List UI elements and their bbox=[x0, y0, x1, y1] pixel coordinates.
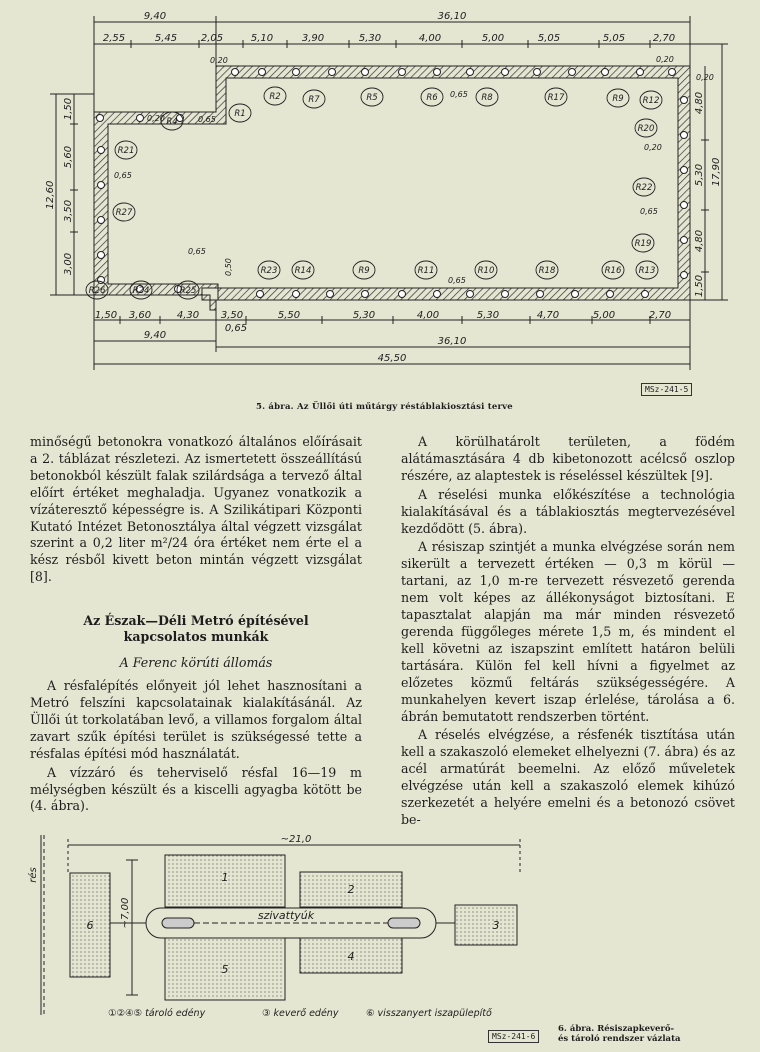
panel-label: R13 bbox=[638, 266, 656, 276]
figure-5-drawing bbox=[0, 0, 760, 395]
left-paragraph-3: A vízzáró és teherviselő résfal 16—19 m mélységben készült és a kiscelli agyagba kötött be (4. ábra). bbox=[30, 764, 362, 814]
dim-bottom: 5,00 bbox=[592, 310, 616, 321]
panel-label: R19 bbox=[634, 239, 652, 249]
tank-number: 1 bbox=[221, 871, 229, 884]
dim-left: 3,00 bbox=[63, 252, 74, 276]
figure-6-caption-line-2: és tároló rendszer vázlata bbox=[558, 1034, 681, 1044]
dim-bottom-left: 9,40 bbox=[143, 330, 167, 341]
panel-circles bbox=[97, 69, 688, 298]
tank-number: 6 bbox=[86, 919, 94, 932]
inner-note: 0,65 bbox=[448, 276, 466, 285]
figure-5-caption: 5. ábra. Az Üllői úti műtárgy réstáblakiosztási terve bbox=[256, 402, 513, 412]
dim-right: 4,80 bbox=[694, 91, 705, 115]
panel-label: R9 bbox=[358, 266, 370, 276]
panel-label: R26 bbox=[88, 286, 106, 296]
section-heading: Az Észak—Déli Metró építésével kapcsolatos munkák bbox=[83, 613, 309, 645]
panel-label: R27 bbox=[115, 208, 133, 218]
dim-top: 5,05 bbox=[602, 33, 626, 44]
dim-top: 2,55 bbox=[102, 33, 126, 44]
panel-label: R9 bbox=[612, 94, 624, 104]
panel-label: R24 bbox=[132, 286, 150, 296]
panel-label: R10 bbox=[477, 266, 495, 276]
inner-note: 0,20 bbox=[696, 73, 714, 82]
legend-settler: ⑥ visszanyert iszapülepítő bbox=[366, 1008, 492, 1019]
panel-label: R25 bbox=[179, 286, 197, 296]
inner-note: 0,65 bbox=[640, 207, 658, 216]
inner-note: 0,65 bbox=[198, 115, 216, 124]
inner-note: 0,20 bbox=[656, 55, 674, 64]
dim-bottom: 2,70 bbox=[648, 310, 672, 321]
panel-label: R21 bbox=[117, 146, 135, 156]
dim-length: ~21,0 bbox=[280, 834, 312, 845]
figure-5-tag: MSz-241-5 bbox=[641, 383, 692, 396]
pump-label: szivattyúk bbox=[257, 909, 315, 922]
panel-label: R17 bbox=[547, 93, 565, 103]
wall-outline bbox=[94, 66, 690, 310]
panel-label: R23 bbox=[260, 266, 278, 276]
panel-label: R14 bbox=[294, 266, 312, 276]
dim-top: 2,70 bbox=[652, 33, 676, 44]
dim-bottom: 4,00 bbox=[416, 310, 440, 321]
section-subheading: A Ferenc körúti állomás bbox=[119, 655, 273, 671]
dim-height: ~7,00 bbox=[120, 897, 131, 929]
dim-top-total: 36,10 bbox=[437, 11, 467, 22]
dim-bottom-065: 0,65 bbox=[224, 323, 248, 334]
dim-top: 5,05 bbox=[537, 33, 561, 44]
dim-top: 5,45 bbox=[154, 33, 178, 44]
dim-bottom: 4,70 bbox=[536, 310, 560, 321]
panel-label: R20 bbox=[637, 124, 655, 134]
dim-right: 5,30 bbox=[694, 163, 705, 187]
panel-label: R8 bbox=[481, 93, 493, 103]
dim-bottom: 3,50 bbox=[220, 310, 244, 321]
inner-note: 0,65 bbox=[188, 247, 206, 256]
dim-right: 4,80 bbox=[694, 229, 705, 253]
dim-top: 3,90 bbox=[301, 33, 325, 44]
dim-left-total: 12,60 bbox=[45, 180, 56, 210]
res-label: rés bbox=[28, 867, 39, 883]
inner-note: 0,50 bbox=[224, 258, 233, 276]
inner-note: 0,20 bbox=[147, 114, 165, 123]
legend-mixer: ③ keverő edény bbox=[262, 1008, 339, 1019]
right-column bbox=[401, 434, 735, 829]
panel-label: R4 bbox=[166, 117, 178, 127]
figure-6-drawing bbox=[0, 815, 760, 1015]
panel-label: R11 bbox=[417, 266, 435, 276]
inner-note: 0,20 bbox=[644, 143, 662, 152]
left-column bbox=[30, 434, 362, 815]
dim-bottom-total: 45,50 bbox=[377, 353, 407, 364]
tank-number: 2 bbox=[347, 883, 355, 896]
dim-top: 5,10 bbox=[250, 33, 274, 44]
dim-bottom: 5,50 bbox=[277, 310, 301, 321]
inner-note: 0,65 bbox=[450, 90, 468, 99]
dim-top: 4,00 bbox=[418, 33, 442, 44]
dim-bottom-mid: 36,10 bbox=[437, 336, 467, 347]
right-paragraph-2: A réselési munka előkészítése a technológia kialakításával és a táblakiosztás megtervezésével kezdődött (5. ábra). bbox=[401, 486, 735, 536]
dim-top: 2,05 bbox=[200, 33, 224, 44]
dim-top: 5,30 bbox=[358, 33, 382, 44]
panel-label: R22 bbox=[635, 183, 653, 193]
dim-left: 1,50 bbox=[63, 97, 74, 121]
right-paragraph-1: A körülhatárolt területen, a födém alátámasztására 4 db kibetonozott acélcső oszlop részére, az alaptestek is réseléssel készültek [9]. bbox=[401, 434, 735, 483]
dim-bottom: 3,60 bbox=[128, 310, 152, 321]
left-paragraph-1: minőségű betonokra vonatkozó általános előírásait a 2. táblázat részletezi. Az ismertetett összeállítású betonokból készült falak szilárdsága a tervező által előírt értéket meghaladja. Ugyanez vonatkozik a vízáteresztő képességre is. A Szilikátipari Központi Kutató Intézet Betonosztálya által végzett vizsgálat szerint a 0,2 liter m²/24 óra értéket nem érte el a kész résből kivett beton mintán végzett vizsgálat [8]. bbox=[30, 434, 362, 585]
panel-label: R12 bbox=[642, 96, 660, 106]
right-paragraph-4: A réselés elvégzése, a résfenék tisztítása után kell a szakaszoló elemeket elhelyezni (7. ábra) és az acél armatúrát beemelni. Az előző műveletek elvégzése után kell a szakaszoló elemek kihúzó szerkezetét a helyére emelni és a betonozó csövet be- bbox=[401, 727, 735, 827]
dim-top-left: 9,40 bbox=[143, 11, 167, 22]
figure-6-caption-line-1: 6. ábra. Résiszapkeverő- bbox=[558, 1024, 675, 1034]
panel-label: R5 bbox=[366, 93, 378, 103]
dim-right: 1,50 bbox=[694, 274, 705, 298]
panel-label: R7 bbox=[308, 95, 320, 105]
dim-left: 5,60 bbox=[63, 145, 74, 169]
dim-top: 5,00 bbox=[481, 33, 505, 44]
dim-bottom: 5,30 bbox=[352, 310, 376, 321]
left-paragraph-2: A résfalépítés előnyeit jól lehet hasznosítani a Metró felszíni kapcsolatainak kialakításánál. Az Üllői út torkolatában levő, a villamos forgalom által zavart szűk építési terület is szükségessé tette a résfalas építési mód használatát. bbox=[30, 678, 362, 761]
figure-6-caption bbox=[558, 1024, 681, 1044]
right-paragraph-3: A résiszap szintjét a munka elvégzése során nem sikerült a tervezett értéken — 0,3 m körül — tartani, az 1,0 m-re tervezett résvezető gerenda nem volt képes az állékonyságot biztosítani. E tapasztalat alapján ma már minden résvezető gerenda függőleges mérete 1,5 m, és mindent el kell követni az iszapszint említett határon belüli tartására. Külön fel kell hívni a figyelmet az előzetes közmű feltárás szükségességére. A munkahelyen kevert iszap érlelése, tárolása a 6. ábrán bemutatott rendszerben történt. bbox=[401, 539, 735, 724]
panel-label: R6 bbox=[426, 93, 438, 103]
inner-note: 0,20 bbox=[210, 56, 228, 65]
dim-right-total: 17,90 bbox=[711, 157, 722, 187]
dim-bottom: 5,30 bbox=[476, 310, 500, 321]
tank-number: 4 bbox=[347, 950, 355, 963]
legend-storage: ①②④⑤ tároló edény bbox=[108, 1008, 206, 1019]
inner-note: 0,65 bbox=[114, 171, 132, 180]
panel-label: R1 bbox=[234, 109, 246, 119]
figure-6-tag: MSz-241-6 bbox=[488, 1030, 539, 1043]
tank-number: 5 bbox=[221, 963, 229, 976]
panel-label: R2 bbox=[269, 92, 281, 102]
dim-left: 3,50 bbox=[63, 199, 74, 223]
panel-label: R18 bbox=[538, 266, 556, 276]
dim-bottom: 4,30 bbox=[176, 310, 200, 321]
panel-label: R16 bbox=[604, 266, 622, 276]
tank-number: 3 bbox=[492, 919, 500, 932]
dim-bottom: 1,50 bbox=[94, 310, 118, 321]
